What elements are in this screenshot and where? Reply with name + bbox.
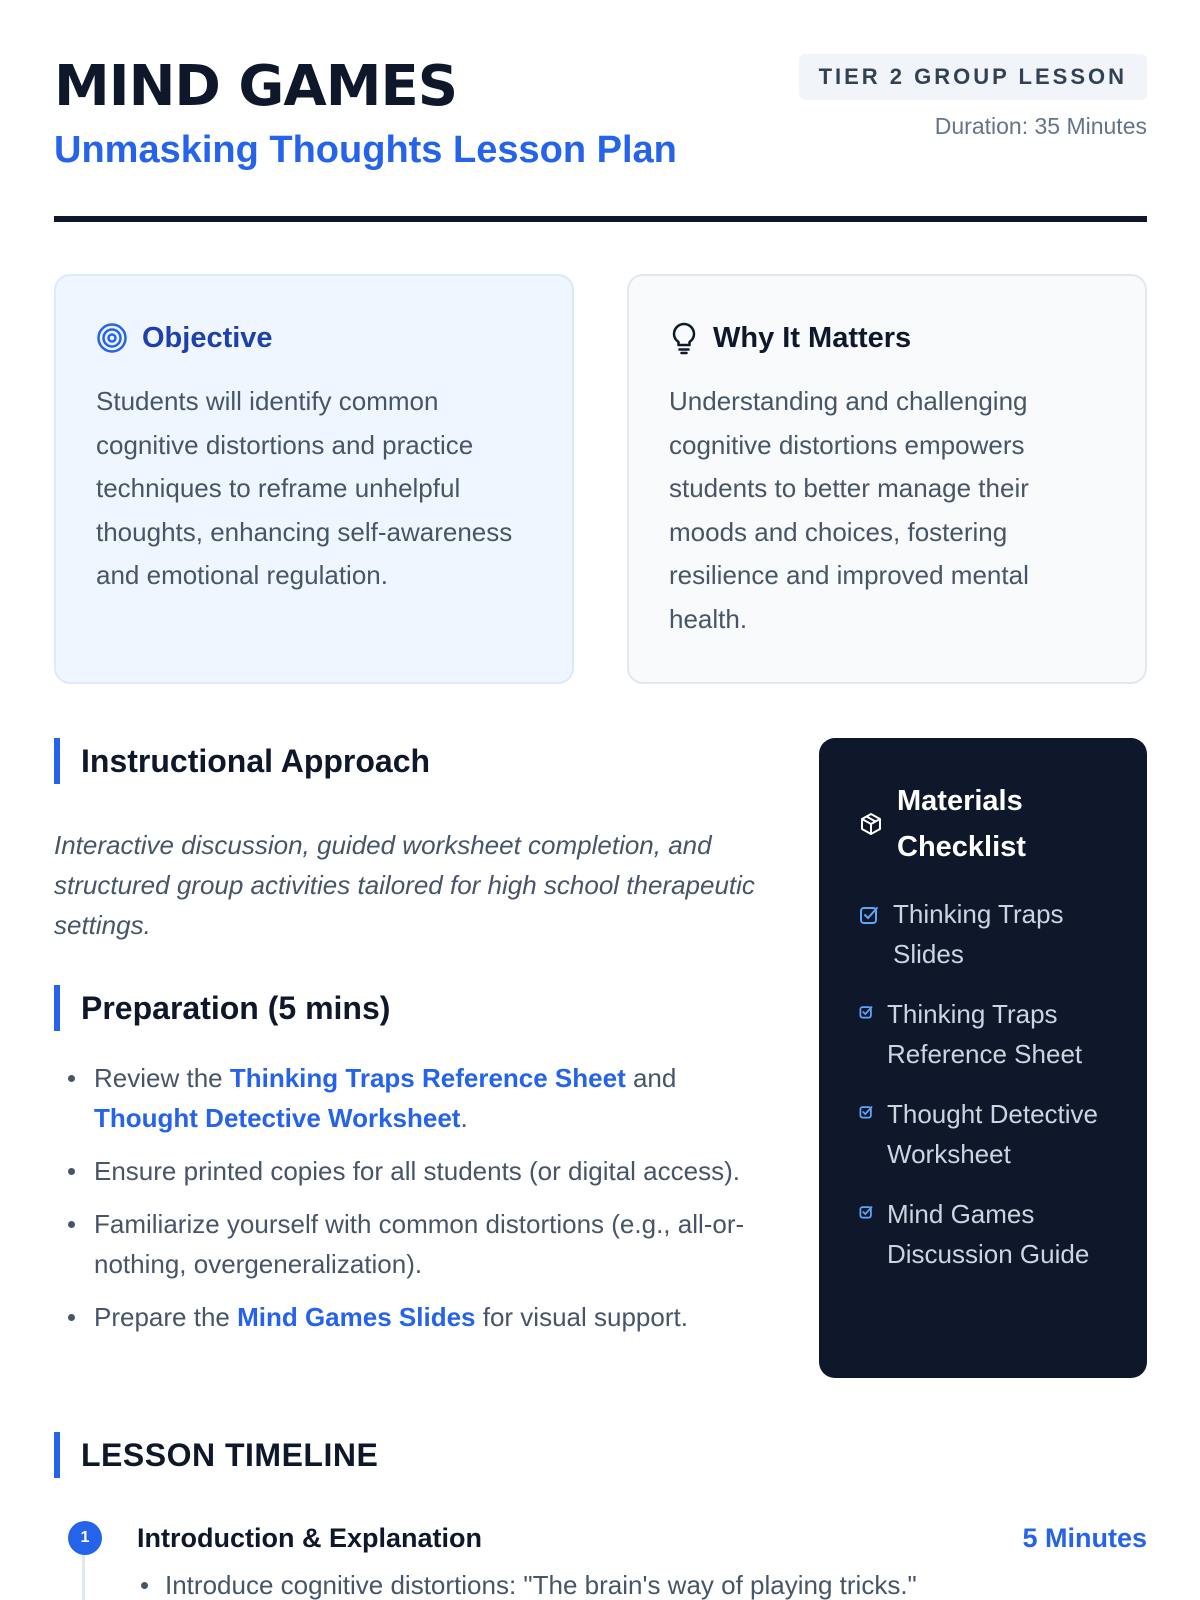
tier-badge: TIER 2 GROUP LESSON [799,54,1147,100]
lesson-plan-page [54,0,1147,1600]
why-card-header [669,316,1105,360]
materials-checklist [819,738,1147,1378]
timeline-step-duration: 5 Minutes [1022,1523,1147,1553]
why-text: Understanding and challenging cognitive distortions empowers students to better manage their moods and choices, fostering resilience and improved mental health. [669,386,1029,634]
timeline-step-number: 1 [68,1521,102,1555]
approach-text: Interactive discussion, guided worksheet completion, and structured group activities tailored for high school therapeutic settings. [54,830,755,940]
materials-title: Materials Checklist [897,785,1026,863]
mind-games-slides-link[interactable]: Mind Games Slides [237,1302,476,1332]
timeline-step-bullets [137,1565,1137,1600]
why-it-matters-card [627,274,1147,684]
page-title: MIND GAMES [54,54,458,119]
checkbox-icon [859,905,879,925]
box-icon [859,812,883,836]
target-icon [96,322,128,354]
checkbox-icon [859,1205,873,1219]
materials-item: Thought Detective Worksheet [859,1094,1107,1174]
list-item: Ensure printed copies for all students (or digital access). [54,1151,774,1191]
checkbox-icon [859,1105,873,1119]
preparation-heading: Preparation (5 mins) [54,985,390,1031]
page-header [54,54,1147,222]
list-item: Introduce cognitive distortions: "The brain's way of playing tricks." [137,1565,1137,1600]
objective-text: Students will identify common cognitive distortions and practice techniques to reframe unhelpful thoughts, enhancing self-awareness and emotional regulation. [96,386,513,590]
lightbulb-icon [669,321,699,355]
checkbox-icon [859,1005,873,1019]
objective-card-header [96,316,532,360]
lesson-duration: Duration: 35 Minutes [934,113,1147,139]
preparation-list [54,1058,774,1350]
list-item: Familiarize yourself with common distortions (e.g., all-or-nothing, overgeneralization). [54,1204,774,1284]
why-title: Why It Matters [713,322,912,354]
list-item: Review the Thinking Traps Reference Sheet and Thought Detective Worksheet. [54,1058,774,1138]
materials-header [859,778,1107,870]
materials-item: Mind Games Discussion Guide [859,1194,1107,1274]
materials-list [859,894,1107,1274]
timeline-heading: LESSON TIMELINE [54,1432,378,1478]
page-subtitle: Unmasking Thoughts Lesson Plan [54,129,677,171]
materials-item: Thinking Traps Reference Sheet [859,994,1107,1074]
thinking-traps-reference-link[interactable]: Thinking Traps Reference Sheet [229,1063,626,1093]
materials-item: Thinking Traps Slides [859,894,1107,974]
list-item: Prepare the Mind Games Slides for visual support. [54,1297,774,1337]
approach-heading: Instructional Approach [54,738,430,784]
objective-card [54,274,574,684]
timeline-step-title: Introduction & Explanation [137,1523,482,1553]
objective-title: Objective [142,322,273,354]
thought-detective-worksheet-link[interactable]: Thought Detective Worksheet [94,1103,461,1133]
